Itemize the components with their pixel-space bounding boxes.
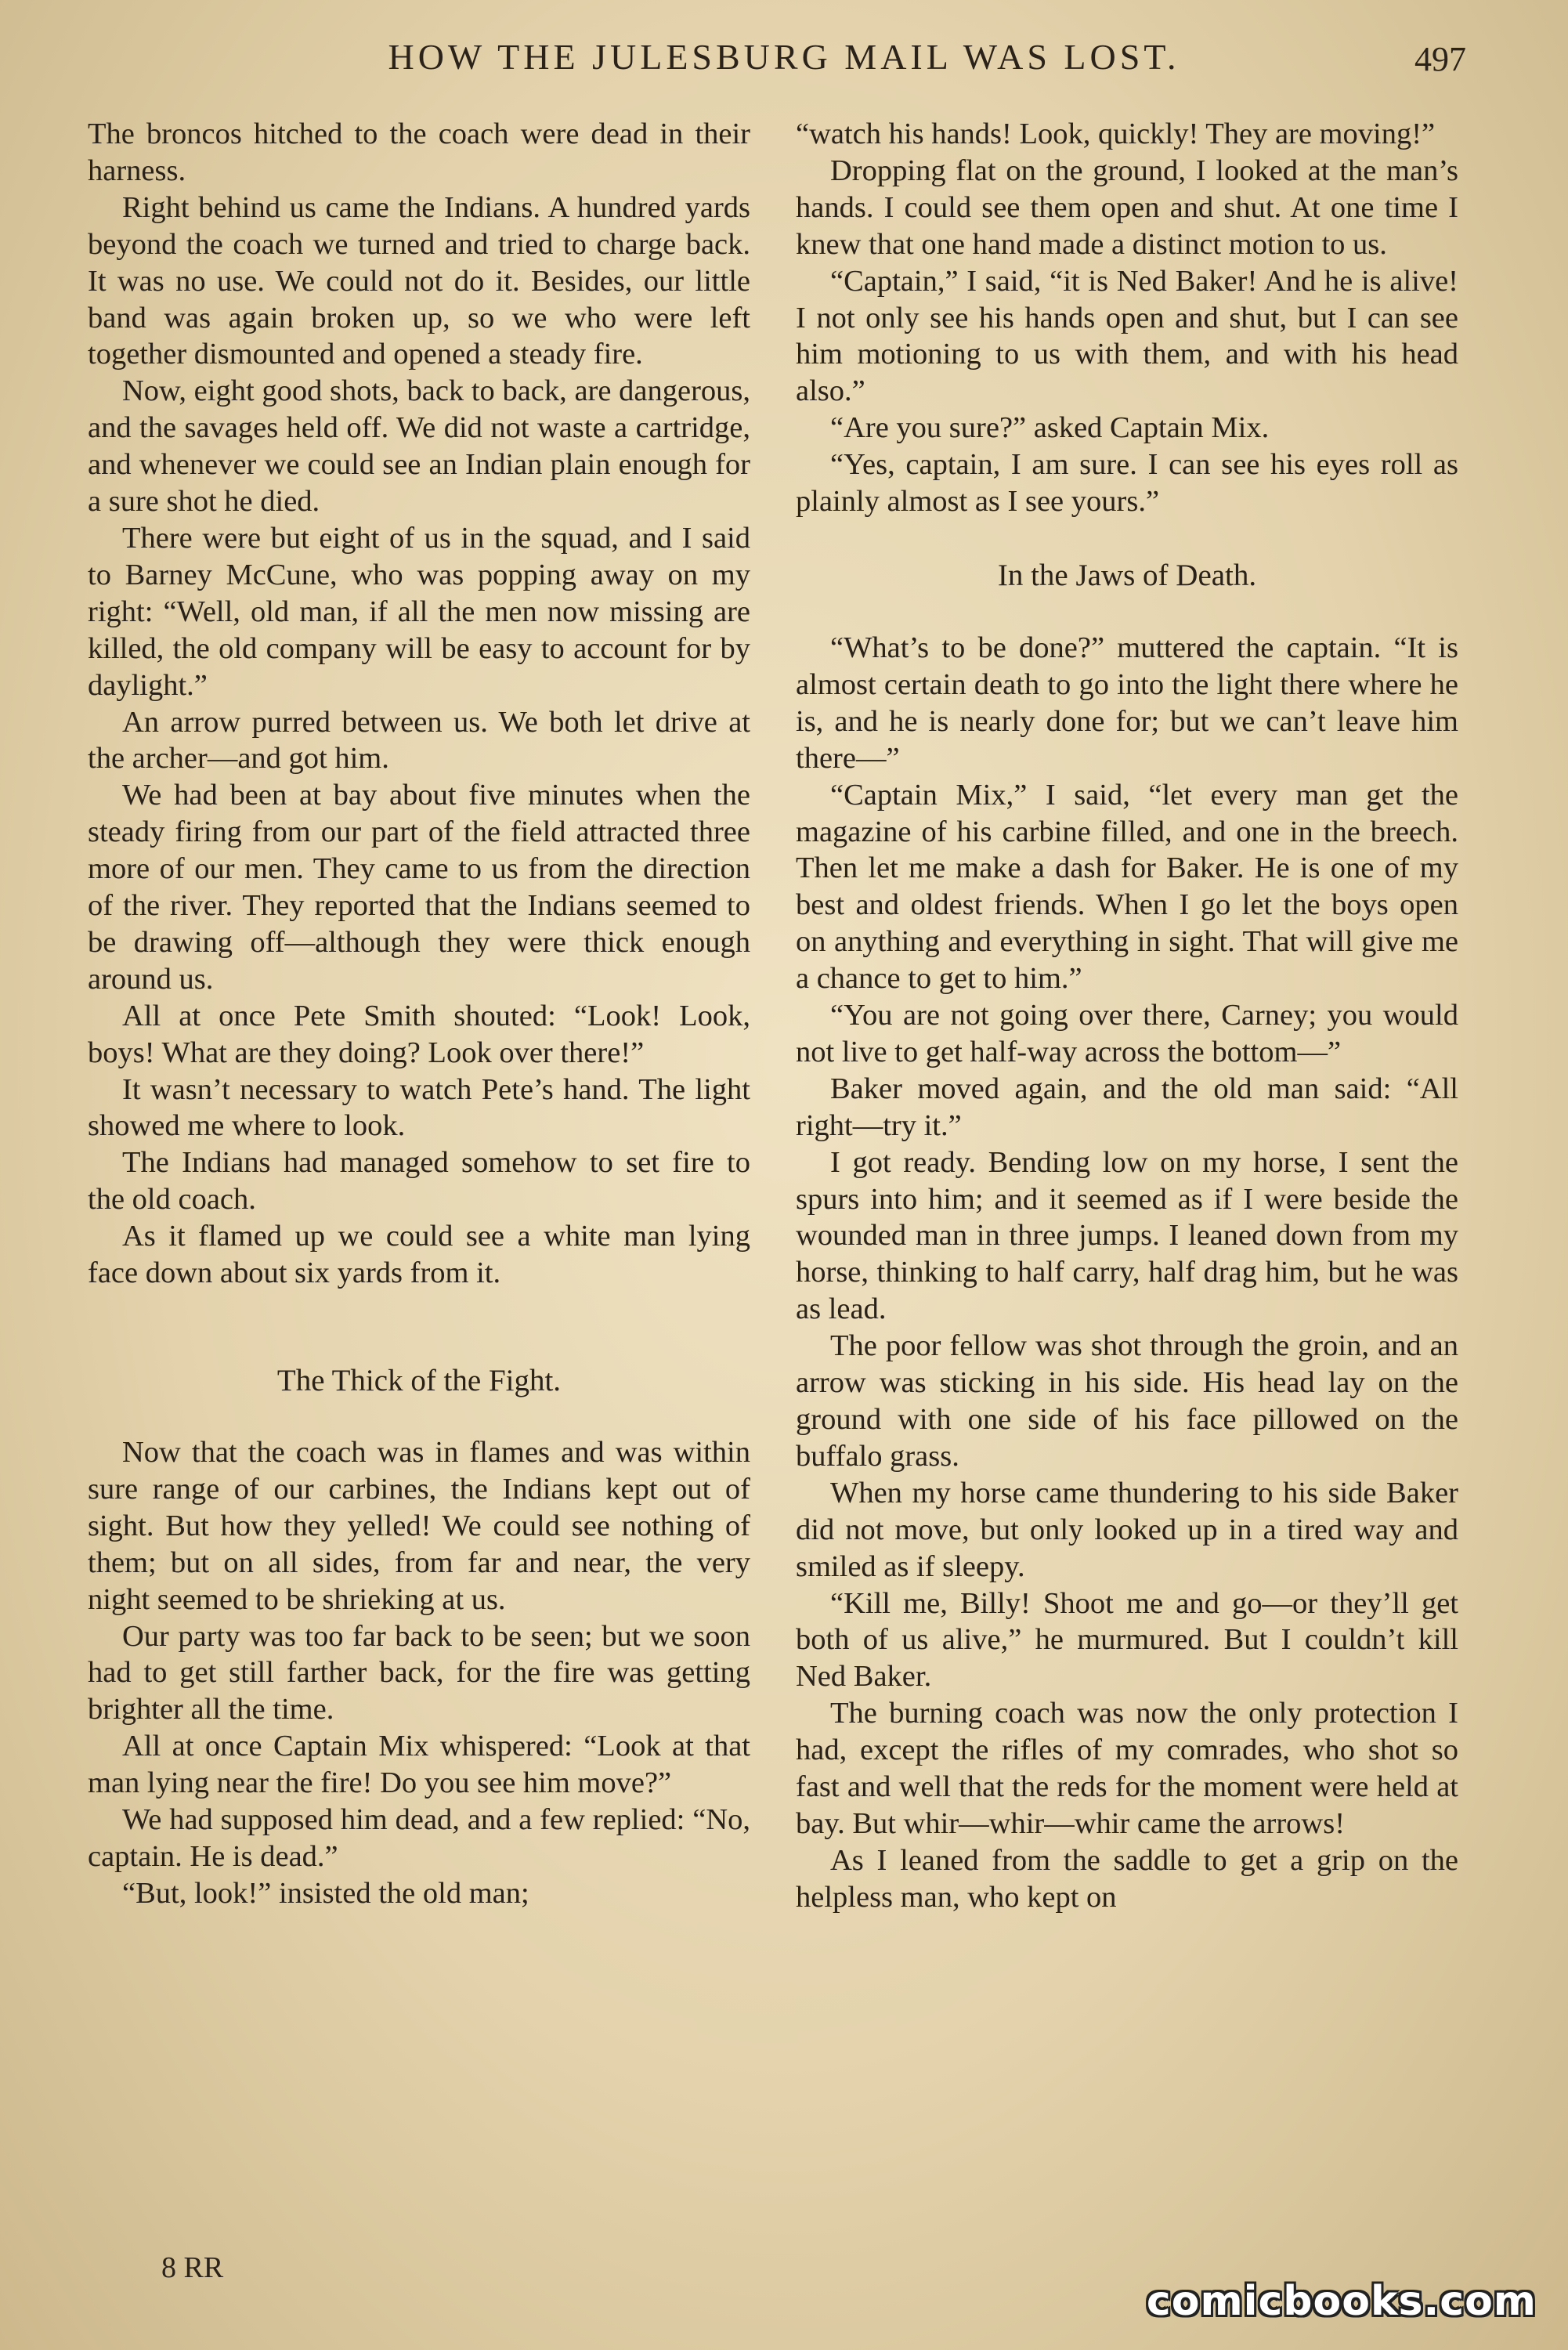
page-number: 497 — [1414, 40, 1466, 78]
right-column-paragraph: The poor fellow was shot through the groin, and an arrow was sticking in his side. His head lay on the ground with one side of his face pillowed on the buffalo grass. — [796, 1329, 1458, 1473]
left-column-paragraph: Now that the coach was in flames and was within sure range of our carbines, the Indians kept out of sight. But how they yelled! We could see nothing of them; but on all sides, from far and near, the very night seemed to be shrieking at us. — [88, 1436, 750, 1616]
left-column-paragraph: We had been at bay about five minutes when the steady firing from our part of the field attracted three more of our men. They came to us from the direction of the river. They reported that the Indians seemed to be drawing off—although they were thick enough around us. — [88, 779, 750, 996]
left-column-paragraph: It wasn’t necessary to watch Pete’s hand. The light showed me where to look. — [88, 1072, 750, 1143]
left-column-paragraph: Right behind us came the Indians. A hundred yards beyond the coach we turned and tried to charge back. It was no use. We could not do it. Besides, our little band was again broken up, so we who were left together dismounted and opened a steady fire. — [88, 190, 750, 371]
right-column — [796, 116, 1458, 1916]
section-heading: In the Jaws of Death. — [997, 558, 1257, 592]
right-column-paragraph: Dropping flat on the ground, I looked at the man’s hands. I could see them open and shut. At one time I knew that one hand made a distinct motion to us. — [796, 154, 1458, 261]
left-column-paragraph: As it flamed up we could see a white man lying face down about six yards from it. — [88, 1220, 750, 1290]
right-column-paragraph: “Captain,” I said, “it is Ned Baker! And he is alive! I not only see his hands open and shut, but I can see him motioning to us with them, and with his head also.” — [796, 264, 1458, 408]
right-column-paragraph: I got ready. Bending low on my horse, I sent the spurs into him; and it seemed as if I were beside the wounded man in three jumps. I leaned down from my horse, thinking to half carry, half drag him, but he was as lead. — [796, 1145, 1458, 1326]
left-column-paragraph: An arrow purred between us. We both let drive at the archer—and got him. — [88, 705, 750, 776]
left-column — [88, 116, 750, 1912]
right-column-paragraph: “watch his hands! Look, quickly! They are moving!” — [796, 118, 1436, 150]
right-column-paragraph: Baker moved again, and the old man said: “All right—try it.” — [796, 1072, 1458, 1142]
right-column-paragraph: “You are not going over there, Carney; you would not live to get half-way across the bottom—” — [796, 999, 1458, 1068]
right-column-paragraph: As I leaned from the saddle to get a grip on the helpless man, who kept on — [796, 1843, 1458, 1914]
section-heading: The Thick of the Fight. — [276, 1364, 562, 1397]
left-column-paragraph: Now, eight good shots, back to back, are dangerous, and the savages held off. We did not waste a cartridge, and whenever we could see an Indian plain enough for a sure shot he died. — [88, 374, 750, 519]
left-column-paragraph: Our party was too far back to be seen; but we soon had to get still farther back, for the fire was getting brighter all the time. — [88, 1619, 750, 1726]
right-column-paragraph: When my horse came thundering to his side Baker did not move, but only looked up in a tired way and smiled as if sleepy. — [796, 1476, 1458, 1583]
left-column-paragraph: All at once Captain Mix whispered: “Look at that man lying near the fire! Do you see him move?” — [88, 1730, 750, 1800]
left-column-paragraph: All at once Pete Smith shouted: “Look! Look, boys! What are they doing? Look over there!” — [88, 999, 750, 1069]
left-column-paragraph: We had supposed him dead, and a few replied: “No, captain. He is dead.” — [88, 1803, 750, 1873]
watermark: comicbooks.com — [1146, 2278, 1537, 2325]
running-title: HOW THE JULESBURG MAIL WAS LOST. — [388, 37, 1180, 77]
left-column-paragraph: The Indians had managed somehow to set fire to the old coach. — [88, 1146, 750, 1217]
left-column-paragraph: “But, look!” insisted the old man; — [122, 1876, 529, 1910]
left-column-paragraph: The broncos hitched to the coach were dead in their harness. — [88, 118, 750, 187]
right-column-paragraph: “Captain Mix,” I said, “let every man get the magazine of his carbine filled, and one in the breech. Then let me make a dash for Baker. He is one of my best and oldest friends. When I go let the boys open on anything and everything in sight. That will give me a chance to get to him.” — [796, 778, 1458, 996]
signature-mark: 8 RR — [161, 2251, 224, 2284]
left-column-paragraph: There were but eight of us in the squad, and I said to Barney McCune, who was popping away on my right: “Well, old man, if all the men now missing are killed, the old company will be easy to account for by daylight.” — [88, 521, 750, 702]
right-column-paragraph: The burning coach was now the only protection I had, except the rifles of my comrades, who shot so fast and well that the reds for the moment were held at bay. But whir—whir—whir came the arrows! — [796, 1697, 1458, 1840]
right-column-paragraph: “Kill me, Billy! Shoot me and go—or they’ll get both of us alive,” he murmured. But I couldn’t kill Ned Baker. — [796, 1586, 1458, 1694]
right-column-paragraph: “Yes, captain, I am sure. I can see his eyes roll as plainly almost as I see yours.” — [796, 448, 1458, 519]
right-column-paragraph: “Are you sure?” asked Captain Mix. — [830, 411, 1270, 445]
right-column-paragraph: “What’s to be done?” muttered the captain. “It is almost certain death to go into the light there where he is, and he is nearly done for; but we can’t leave him there—” — [796, 631, 1458, 775]
